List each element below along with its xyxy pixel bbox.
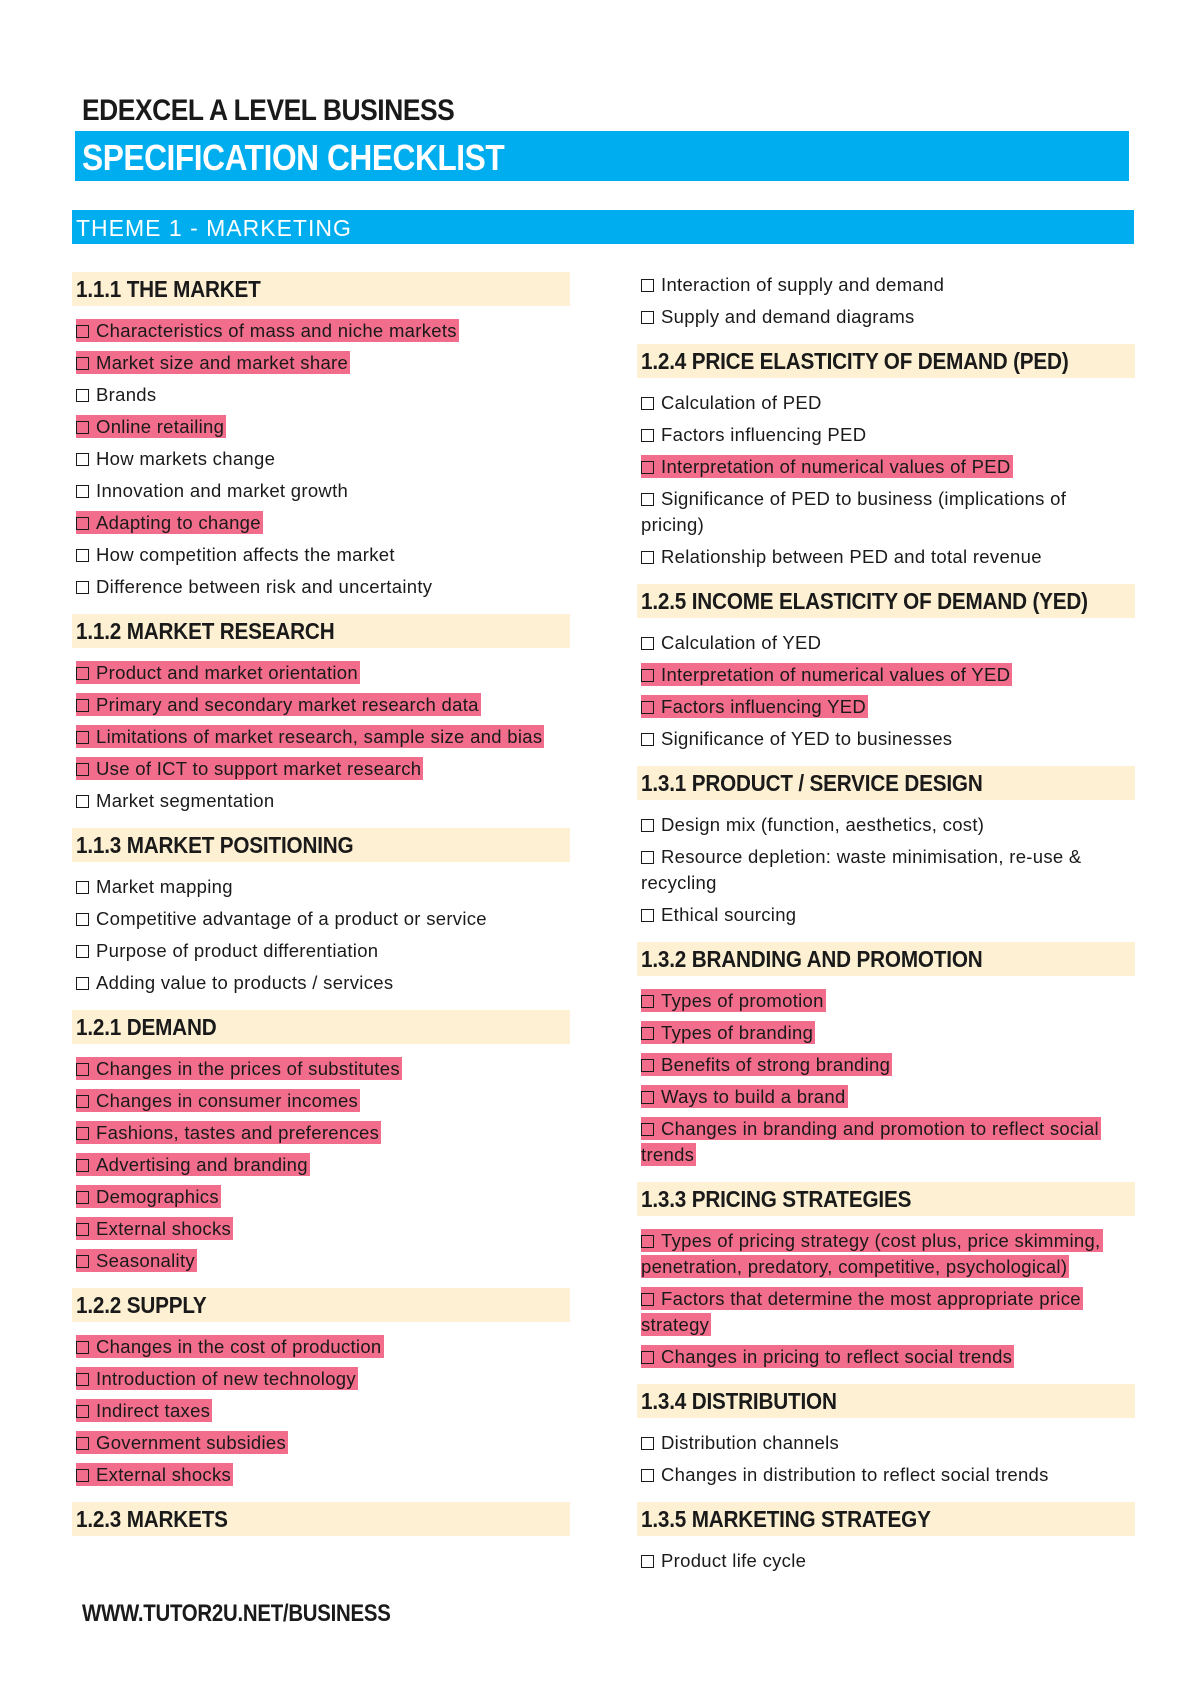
section-heading-text: 1.3.4 DISTRIBUTION: [641, 1388, 837, 1414]
item-text: [76, 543, 397, 566]
checkbox[interactable]: [641, 909, 654, 922]
checkbox[interactable]: [76, 517, 89, 530]
item-text: [641, 845, 1082, 894]
item-text: [641, 813, 986, 836]
checkbox[interactable]: [641, 1555, 654, 1568]
section-heading-1-3-2-branding-and-promotion: [637, 942, 1135, 976]
checkbox[interactable]: [641, 733, 654, 746]
checklist-item: [641, 1228, 1135, 1280]
checklist-item: [76, 1430, 570, 1456]
item-label: Limitations of market research, sample size and bias: [96, 726, 543, 747]
checklist-item: [76, 938, 570, 964]
checkbox[interactable]: [76, 913, 89, 926]
item-label: Supply and demand diagrams: [661, 306, 915, 327]
checklist-items: [72, 318, 570, 600]
item-label: Distribution channels: [661, 1432, 840, 1453]
checkbox[interactable]: [76, 581, 89, 594]
checklist-items: [72, 1056, 570, 1274]
checkbox[interactable]: [76, 1223, 89, 1236]
checkbox[interactable]: [76, 1063, 89, 1076]
checklist-item: [76, 1088, 570, 1114]
checklist-items: [637, 272, 1135, 330]
section-heading-text: 1.3.3 PRICING STRATEGIES: [641, 1186, 912, 1212]
highlighted-item-text: [76, 1153, 310, 1176]
section-heading-text: 1.2.4 PRICE ELASTICITY OF DEMAND (PED): [641, 348, 1069, 374]
highlighted-item-text: [76, 1121, 381, 1144]
checklist-item: [641, 454, 1135, 480]
item-label: Types of branding: [661, 1022, 814, 1043]
section-heading-text: 1.1.3 MARKET POSITIONING: [76, 832, 354, 858]
checklist-item: [76, 1216, 570, 1242]
checklist-item: [76, 574, 570, 600]
item-text: [76, 789, 276, 812]
item-label: Advertising and branding: [96, 1154, 308, 1175]
checklist-item: [76, 906, 570, 932]
item-text: [641, 391, 824, 414]
checkbox[interactable]: [76, 1255, 89, 1268]
highlighted-item-text: [641, 1287, 1083, 1336]
highlighted-item-text: [641, 695, 868, 718]
item-label: Market size and market share: [96, 352, 349, 373]
item-label: Significance of YED to businesses: [661, 728, 953, 749]
checklist-items: [637, 988, 1135, 1168]
checkbox[interactable]: [641, 1235, 654, 1248]
item-label: Ways to build a brand: [661, 1086, 846, 1107]
document-title: EDEXCEL A LEVEL BUSINESS: [82, 94, 455, 127]
checklist-item: [76, 874, 570, 900]
checkbox[interactable]: [76, 945, 89, 958]
section-heading-text: 1.3.2 BRANDING AND PROMOTION: [641, 946, 983, 972]
left-column: [72, 272, 570, 1548]
checklist-item: [76, 660, 570, 686]
highlighted-item-text: [641, 1053, 892, 1076]
document-subtitle: SPECIFICATION CHECKLIST: [82, 137, 505, 178]
checkbox[interactable]: [76, 1469, 89, 1482]
item-label: Significance of PED to business (implications of pricing): [641, 488, 1067, 535]
checkbox[interactable]: [76, 1405, 89, 1418]
checkbox[interactable]: [641, 1027, 654, 1040]
highlighted-item-text: [641, 455, 1013, 478]
highlighted-item-text: [76, 1367, 358, 1390]
checklist-item: [641, 1052, 1135, 1078]
checklist-items: [72, 1334, 570, 1488]
item-text: [641, 1549, 808, 1572]
item-text: [641, 423, 868, 446]
item-text: [76, 907, 489, 930]
item-label: Interaction of supply and demand: [661, 274, 945, 295]
item-label: Ethical sourcing: [661, 904, 797, 925]
theme-title: THEME 1 - MARKETING: [76, 215, 352, 241]
checklist-items: [637, 1228, 1135, 1370]
checkbox[interactable]: [641, 637, 654, 650]
item-label: Adding value to products / services: [96, 972, 394, 993]
item-text: [641, 1431, 841, 1454]
checkbox[interactable]: [76, 881, 89, 894]
checklist-item: [76, 382, 570, 408]
checklist-item: [76, 756, 570, 782]
highlighted-item-text: [76, 511, 263, 534]
section-heading-text: 1.1.1 THE MARKET: [76, 276, 261, 302]
checklist-item: [76, 1184, 570, 1210]
checklist-item: [76, 788, 570, 814]
item-label: Fashions, tastes and preferences: [96, 1122, 380, 1143]
item-label: Market mapping: [96, 876, 233, 897]
item-label: Market segmentation: [96, 790, 275, 811]
checklist-item: [641, 1116, 1135, 1168]
checklist-item: [641, 902, 1135, 928]
item-label: Product life cycle: [661, 1550, 807, 1571]
checklist-item: [76, 692, 570, 718]
checkbox[interactable]: [76, 389, 89, 402]
section-heading-text: 1.3.1 PRODUCT / SERVICE DESIGN: [641, 770, 983, 796]
checkbox[interactable]: [76, 1127, 89, 1140]
item-label: Types of pricing strategy (cost plus, price skimming, penetration, predatory, competitive, psychological): [641, 1230, 1101, 1277]
checkbox[interactable]: [76, 1437, 89, 1450]
checklist-item: [641, 1286, 1135, 1338]
checkbox[interactable]: [76, 421, 89, 434]
section-heading-1-2-2-supply: [72, 1288, 570, 1322]
checklist-item: [76, 1056, 570, 1082]
checkbox[interactable]: [76, 977, 89, 990]
item-label: Characteristics of mass and niche markets: [96, 320, 457, 341]
highlighted-item-text: [76, 1399, 212, 1422]
item-text: [641, 1463, 1051, 1486]
highlighted-item-text: [76, 1249, 197, 1272]
highlighted-item-text: [76, 757, 423, 780]
item-text: [76, 939, 380, 962]
checklist-item: [76, 446, 570, 472]
item-label: Purpose of product differentiation: [96, 940, 379, 961]
section-heading-1-3-1-product-service-design: [637, 766, 1135, 800]
checkbox[interactable]: [76, 1373, 89, 1386]
checkbox[interactable]: [641, 1091, 654, 1104]
section-heading-1-3-3-pricing-strategies: [637, 1182, 1135, 1216]
checklist-item: [76, 1120, 570, 1146]
item-text: [641, 305, 917, 328]
checkbox[interactable]: [641, 279, 654, 292]
checkbox[interactable]: [641, 461, 654, 474]
item-label: Interpretation of numerical values of YED: [661, 664, 1011, 685]
item-label: Competitive advantage of a product or service: [96, 908, 487, 929]
checkbox[interactable]: [76, 1191, 89, 1204]
checklist-item: [641, 272, 1135, 298]
checkbox[interactable]: [641, 493, 654, 506]
checkbox[interactable]: [641, 669, 654, 682]
highlighted-item-text: [76, 1217, 233, 1240]
section-heading-1-3-5-marketing-strategy: [637, 1502, 1135, 1536]
item-label: Indirect taxes: [96, 1400, 211, 1421]
item-label: Seasonality: [96, 1250, 195, 1271]
checklist-item: [641, 1084, 1135, 1110]
highlighted-item-text: [76, 1057, 402, 1080]
checkbox[interactable]: [641, 551, 654, 564]
section-heading-text: 1.2.3 MARKETS: [76, 1506, 228, 1532]
checklist-item: [76, 724, 570, 750]
item-label: Introduction of new technology: [96, 1368, 356, 1389]
highlighted-item-text: [76, 1089, 360, 1112]
highlighted-item-text: [641, 1021, 815, 1044]
section-heading-1-2-1-demand: [72, 1010, 570, 1044]
item-text: [76, 971, 395, 994]
section-heading-1-1-3-market-positioning: [72, 828, 570, 862]
item-label: Demographics: [96, 1186, 219, 1207]
checklist-item: [76, 350, 570, 376]
item-label: Changes in the cost of production: [96, 1336, 382, 1357]
highlighted-item-text: [641, 1117, 1101, 1166]
highlighted-item-text: [76, 1185, 221, 1208]
highlighted-item-text: [76, 1463, 233, 1486]
item-label: Changes in the prices of substitutes: [96, 1058, 400, 1079]
checkbox[interactable]: [76, 453, 89, 466]
checklist-item: [76, 510, 570, 536]
checklist-item: [641, 844, 1135, 896]
item-label: Use of ICT to support market research: [96, 758, 422, 779]
checkbox[interactable]: [641, 397, 654, 410]
checklist-item: [641, 422, 1135, 448]
item-text: [76, 447, 277, 470]
checklist-item: [76, 970, 570, 996]
checklist-item: [76, 1152, 570, 1178]
checkbox[interactable]: [76, 549, 89, 562]
item-label: How competition affects the market: [96, 544, 395, 565]
checkbox[interactable]: [76, 699, 89, 712]
checklist-item: [76, 1366, 570, 1392]
checklist-items: [72, 660, 570, 814]
checkbox[interactable]: [641, 1437, 654, 1450]
section-heading-text: 1.2.5 INCOME ELASTICITY OF DEMAND (YED): [641, 588, 1088, 614]
checkbox[interactable]: [76, 485, 89, 498]
highlighted-item-text: [76, 319, 459, 342]
item-label: Changes in pricing to reflect social trends: [661, 1346, 1013, 1367]
highlighted-item-text: [641, 663, 1012, 686]
checkbox[interactable]: [641, 1293, 654, 1306]
checklist-item: [641, 1430, 1135, 1456]
checklist-items: [72, 874, 570, 996]
item-label: Online retailing: [96, 416, 225, 437]
item-label: Design mix (function, aesthetics, cost): [661, 814, 985, 835]
checklist-item: [76, 542, 570, 568]
item-text: [641, 487, 1066, 536]
checklist-item: [641, 988, 1135, 1014]
item-text: [641, 273, 946, 296]
item-label: Adapting to change: [96, 512, 261, 533]
checklist-item: [641, 390, 1135, 416]
item-label: Calculation of YED: [661, 632, 822, 653]
item-label: Calculation of PED: [661, 392, 822, 413]
item-text: [641, 903, 798, 926]
checklist-items: [637, 1548, 1135, 1574]
checklist-items: [637, 1430, 1135, 1488]
checklist-items: [637, 630, 1135, 752]
item-label: Factors influencing PED: [661, 424, 867, 445]
item-label: External shocks: [96, 1218, 232, 1239]
checklist-item: [641, 662, 1135, 688]
checklist-item: [76, 318, 570, 344]
checkbox[interactable]: [641, 701, 654, 714]
checklist-items: [637, 812, 1135, 928]
item-text: [76, 383, 158, 406]
item-label: Interpretation of numerical values of PED: [661, 456, 1011, 477]
checkbox[interactable]: [641, 851, 654, 864]
checkbox[interactable]: [76, 795, 89, 808]
checkbox[interactable]: [641, 995, 654, 1008]
item-label: Product and market orientation: [96, 662, 358, 683]
item-label: Government subsidies: [96, 1432, 287, 1453]
item-label: Changes in branding and promotion to reflect social trends: [641, 1118, 1099, 1165]
checkbox[interactable]: [641, 429, 654, 442]
section-heading-text: 1.2.1 DEMAND: [76, 1014, 217, 1040]
item-label: Factors influencing YED: [661, 696, 867, 717]
checkbox[interactable]: [641, 1123, 654, 1136]
checklist-item: [76, 478, 570, 504]
section-heading-1-1-1-the-market: [72, 272, 570, 306]
checkbox[interactable]: [76, 357, 89, 370]
item-label: Brands: [96, 384, 157, 405]
item-label: Relationship between PED and total revenue: [661, 546, 1042, 567]
checklist-item: [641, 1548, 1135, 1574]
item-label: Difference between risk and uncertainty: [96, 576, 433, 597]
item-text: [641, 545, 1044, 568]
checkbox[interactable]: [76, 1159, 89, 1172]
checklist-item: [641, 694, 1135, 720]
subtitle-banner: [75, 131, 1129, 181]
checkbox[interactable]: [76, 731, 89, 744]
highlighted-item-text: [76, 661, 360, 684]
item-text: [641, 631, 823, 654]
checklist-items: [637, 390, 1135, 570]
checklist-item: [76, 1398, 570, 1424]
section-heading-1-1-2-market-research: [72, 614, 570, 648]
checkbox[interactable]: [76, 667, 89, 680]
highlighted-item-text: [641, 989, 826, 1012]
item-label: Benefits of strong branding: [661, 1054, 891, 1075]
highlighted-item-text: [76, 693, 481, 716]
item-text: [641, 727, 954, 750]
checklist-item: [76, 414, 570, 440]
checklist-item: [76, 1248, 570, 1274]
highlighted-item-text: [76, 1335, 384, 1358]
item-label: External shocks: [96, 1464, 232, 1485]
checklist-item: [76, 1462, 570, 1488]
checkbox[interactable]: [641, 1469, 654, 1482]
highlighted-item-text: [76, 351, 350, 374]
highlighted-item-text: [76, 1431, 288, 1454]
section-heading-1-3-4-distribution: [637, 1384, 1135, 1418]
checklist-item: [641, 1020, 1135, 1046]
footer-url: WWW.TUTOR2U.NET/BUSINESS: [82, 1600, 391, 1627]
checkbox[interactable]: [76, 1341, 89, 1354]
item-label: Types of promotion: [661, 990, 824, 1011]
checklist-item: [641, 486, 1135, 538]
item-text: [76, 575, 434, 598]
highlighted-item-text: [76, 725, 544, 748]
section-heading-1-2-3-markets: [72, 1502, 570, 1536]
section-heading-1-2-5-income-elasticity-of-demand-yed: [637, 584, 1135, 618]
checklist-item: [641, 630, 1135, 656]
right-column: [637, 272, 1135, 1580]
checklist-item: [641, 812, 1135, 838]
checklist-item: [76, 1334, 570, 1360]
section-heading-text: 1.3.5 MARKETING STRATEGY: [641, 1506, 931, 1532]
checklist-item: [641, 726, 1135, 752]
section-heading-1-2-4-price-elasticity-of-demand-ped: [637, 344, 1135, 378]
checklist-item: [641, 304, 1135, 330]
item-label: Primary and secondary market research data: [96, 694, 479, 715]
checklist-item: [641, 544, 1135, 570]
item-label: Resource depletion: waste minimisation, re-use & recycling: [641, 846, 1082, 893]
section-heading-text: 1.2.2 SUPPLY: [76, 1292, 207, 1318]
checkbox[interactable]: [641, 1351, 654, 1364]
checkbox[interactable]: [76, 763, 89, 776]
checkbox[interactable]: [76, 325, 89, 338]
item-label: Factors that determine the most appropriate price strategy: [641, 1288, 1081, 1335]
checkbox[interactable]: [641, 819, 654, 832]
checkbox[interactable]: [641, 311, 654, 324]
item-text: [76, 479, 350, 502]
checklist-item: [641, 1462, 1135, 1488]
item-label: Changes in distribution to reflect social trends: [661, 1464, 1049, 1485]
section-heading-text: 1.1.2 MARKET RESEARCH: [76, 618, 335, 644]
item-label: Changes in consumer incomes: [96, 1090, 359, 1111]
item-text: [76, 875, 235, 898]
checkbox[interactable]: [641, 1059, 654, 1072]
checkbox[interactable]: [76, 1095, 89, 1108]
item-label: How markets change: [96, 448, 276, 469]
highlighted-item-text: [76, 415, 226, 438]
theme-banner: [72, 210, 1134, 244]
item-label: Innovation and market growth: [96, 480, 349, 501]
highlighted-item-text: [641, 1085, 848, 1108]
highlighted-item-text: [641, 1345, 1014, 1368]
checklist-item: [641, 1344, 1135, 1370]
highlighted-item-text: [641, 1229, 1103, 1278]
